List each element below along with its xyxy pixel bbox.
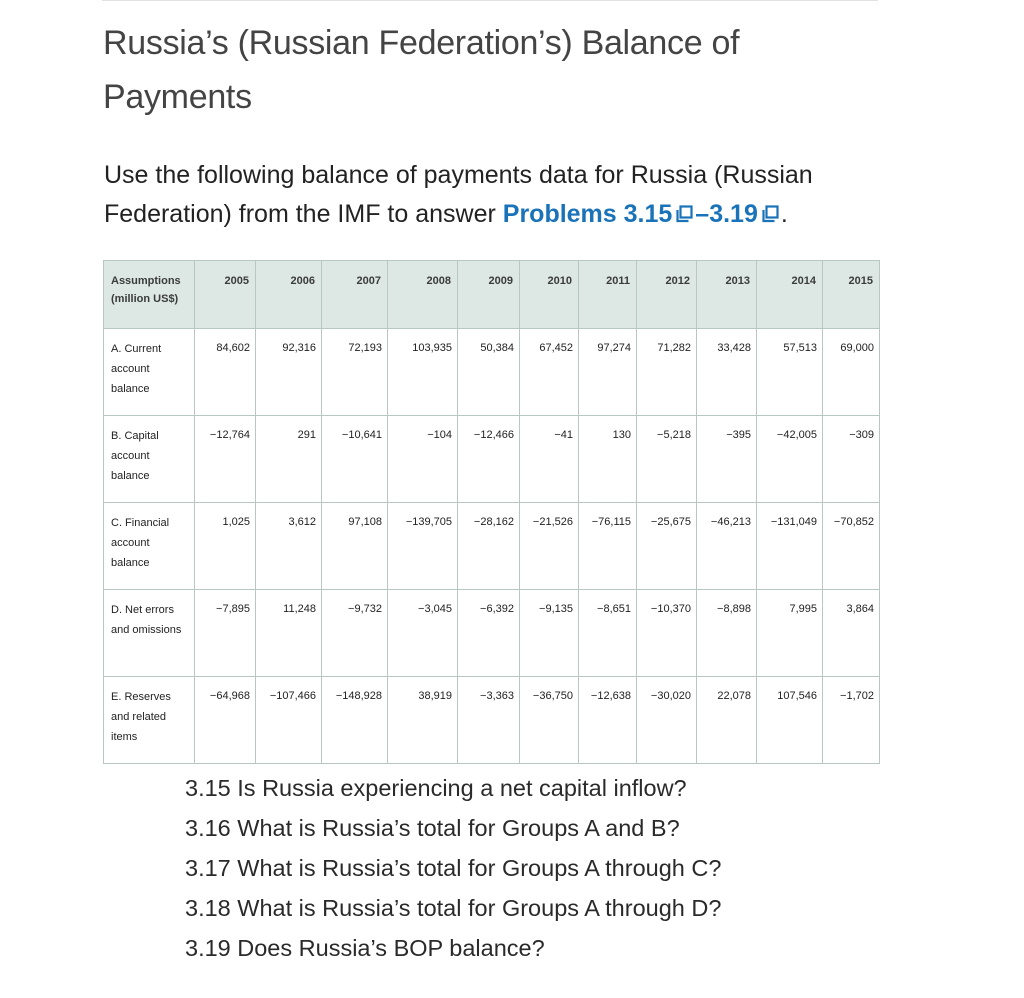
table-cell: −76,115 — [579, 503, 637, 590]
header-year: 2007 — [322, 261, 388, 329]
header-assumptions: Assumptions (million US$) — [104, 261, 195, 329]
problem-link-end[interactable]: 3.19 — [709, 200, 781, 228]
balance-of-payments-table — [103, 260, 880, 764]
table-cell: 71,282 — [637, 329, 697, 416]
header-year: 2005 — [195, 261, 256, 329]
table-cell: 97,108 — [322, 503, 388, 590]
table-cell: −3,363 — [458, 677, 520, 764]
table-cell: −12,466 — [458, 416, 520, 503]
header-year: 2013 — [697, 261, 757, 329]
table-header-row — [104, 261, 880, 329]
table-cell: −46,213 — [697, 503, 757, 590]
table-cell: −36,750 — [520, 677, 579, 764]
table-cell: 107,546 — [757, 677, 823, 764]
table-row — [104, 503, 880, 590]
table-cell: 69,000 — [823, 329, 880, 416]
table-cell: 97,274 — [579, 329, 637, 416]
header-year: 2014 — [757, 261, 823, 329]
table-cell: −395 — [697, 416, 757, 503]
top-divider — [102, 0, 878, 1]
table-cell: 1,025 — [195, 503, 256, 590]
table-cell: 67,452 — [520, 329, 579, 416]
table-cell: −139,705 — [388, 503, 458, 590]
header-year: 2011 — [579, 261, 637, 329]
table-cell: 22,078 — [697, 677, 757, 764]
table-cell: −8,651 — [579, 590, 637, 677]
table-cell: −10,370 — [637, 590, 697, 677]
table-cell: −12,638 — [579, 677, 637, 764]
table-cell: 130 — [579, 416, 637, 503]
table-cell: 103,935 — [388, 329, 458, 416]
table-cell: −41 — [520, 416, 579, 503]
table-cell: 92,316 — [256, 329, 322, 416]
question-list — [185, 768, 721, 968]
table-cell: 38,919 — [388, 677, 458, 764]
problem-link-start[interactable]: Problems 3.15 — [503, 200, 696, 228]
header-year: 2015 — [823, 261, 880, 329]
question-item: 3.19 Does Russia’s BOP balance? — [185, 935, 545, 961]
table-cell: −30,020 — [637, 677, 697, 764]
table-row — [104, 329, 880, 416]
intro-paragraph — [104, 156, 884, 234]
table-cell: 7,995 — [757, 590, 823, 677]
page-title: Russia’s (Russian Federation’s) Balance of Payments — [103, 24, 740, 116]
table-cell: −6,392 — [458, 590, 520, 677]
table-cell: 3,864 — [823, 590, 880, 677]
external-link-icon — [762, 205, 779, 223]
header-year: 2006 — [256, 261, 322, 329]
table-cell: 50,384 — [458, 329, 520, 416]
table-cell: −8,898 — [697, 590, 757, 677]
row-label: E. Reserves and related items — [104, 677, 195, 764]
row-label: A. Current account balance — [104, 329, 195, 416]
question-item: 3.18 What is Russia’s total for Groups A through D? — [185, 895, 722, 921]
link-separator: – — [695, 200, 710, 228]
table-cell: 84,602 — [195, 329, 256, 416]
question-item: 3.15 Is Russia experiencing a net capital inflow? — [185, 775, 687, 801]
table-cell: 291 — [256, 416, 322, 503]
table-cell: −64,968 — [195, 677, 256, 764]
table-cell: 11,248 — [256, 590, 322, 677]
table-cell: −1,702 — [823, 677, 880, 764]
header-year: 2010 — [520, 261, 579, 329]
table-cell: −70,852 — [823, 503, 880, 590]
table-cell: −12,764 — [195, 416, 256, 503]
row-label: D. Net errors and omissions — [104, 590, 195, 677]
table-cell: −3,045 — [388, 590, 458, 677]
table-row — [104, 677, 880, 764]
table-cell: −9,732 — [322, 590, 388, 677]
table-cell: −9,135 — [520, 590, 579, 677]
table-cell: −309 — [823, 416, 880, 503]
table-cell: −10,641 — [322, 416, 388, 503]
table-cell: −7,895 — [195, 590, 256, 677]
table-cell: −5,218 — [637, 416, 697, 503]
question-item: 3.16 What is Russia’s total for Groups A and B? — [185, 815, 680, 841]
external-link-icon — [676, 205, 693, 223]
table-cell: −131,049 — [757, 503, 823, 590]
table-cell: 72,193 — [322, 329, 388, 416]
row-label: C. Financial account balance — [104, 503, 195, 590]
table-cell: 3,612 — [256, 503, 322, 590]
table-row — [104, 416, 880, 503]
table-cell: −148,928 — [322, 677, 388, 764]
table-cell: 33,428 — [697, 329, 757, 416]
table-cell: 57,513 — [757, 329, 823, 416]
table-cell: −42,005 — [757, 416, 823, 503]
intro-end: . — [780, 200, 788, 228]
intro-text: Use the following balance of payments data for Russia (Russian Federation) from the IMF to answer — [104, 161, 813, 228]
question-item: 3.17 What is Russia’s total for Groups A through C? — [185, 855, 722, 881]
table-cell: −25,675 — [637, 503, 697, 590]
header-year: 2012 — [637, 261, 697, 329]
table-cell: −104 — [388, 416, 458, 503]
row-label: B. Capital account balance — [104, 416, 195, 503]
header-year: 2008 — [388, 261, 458, 329]
table-row — [104, 590, 880, 677]
header-year: 2009 — [458, 261, 520, 329]
table-cell: −21,526 — [520, 503, 579, 590]
table-cell: −107,466 — [256, 677, 322, 764]
table-cell: −28,162 — [458, 503, 520, 590]
